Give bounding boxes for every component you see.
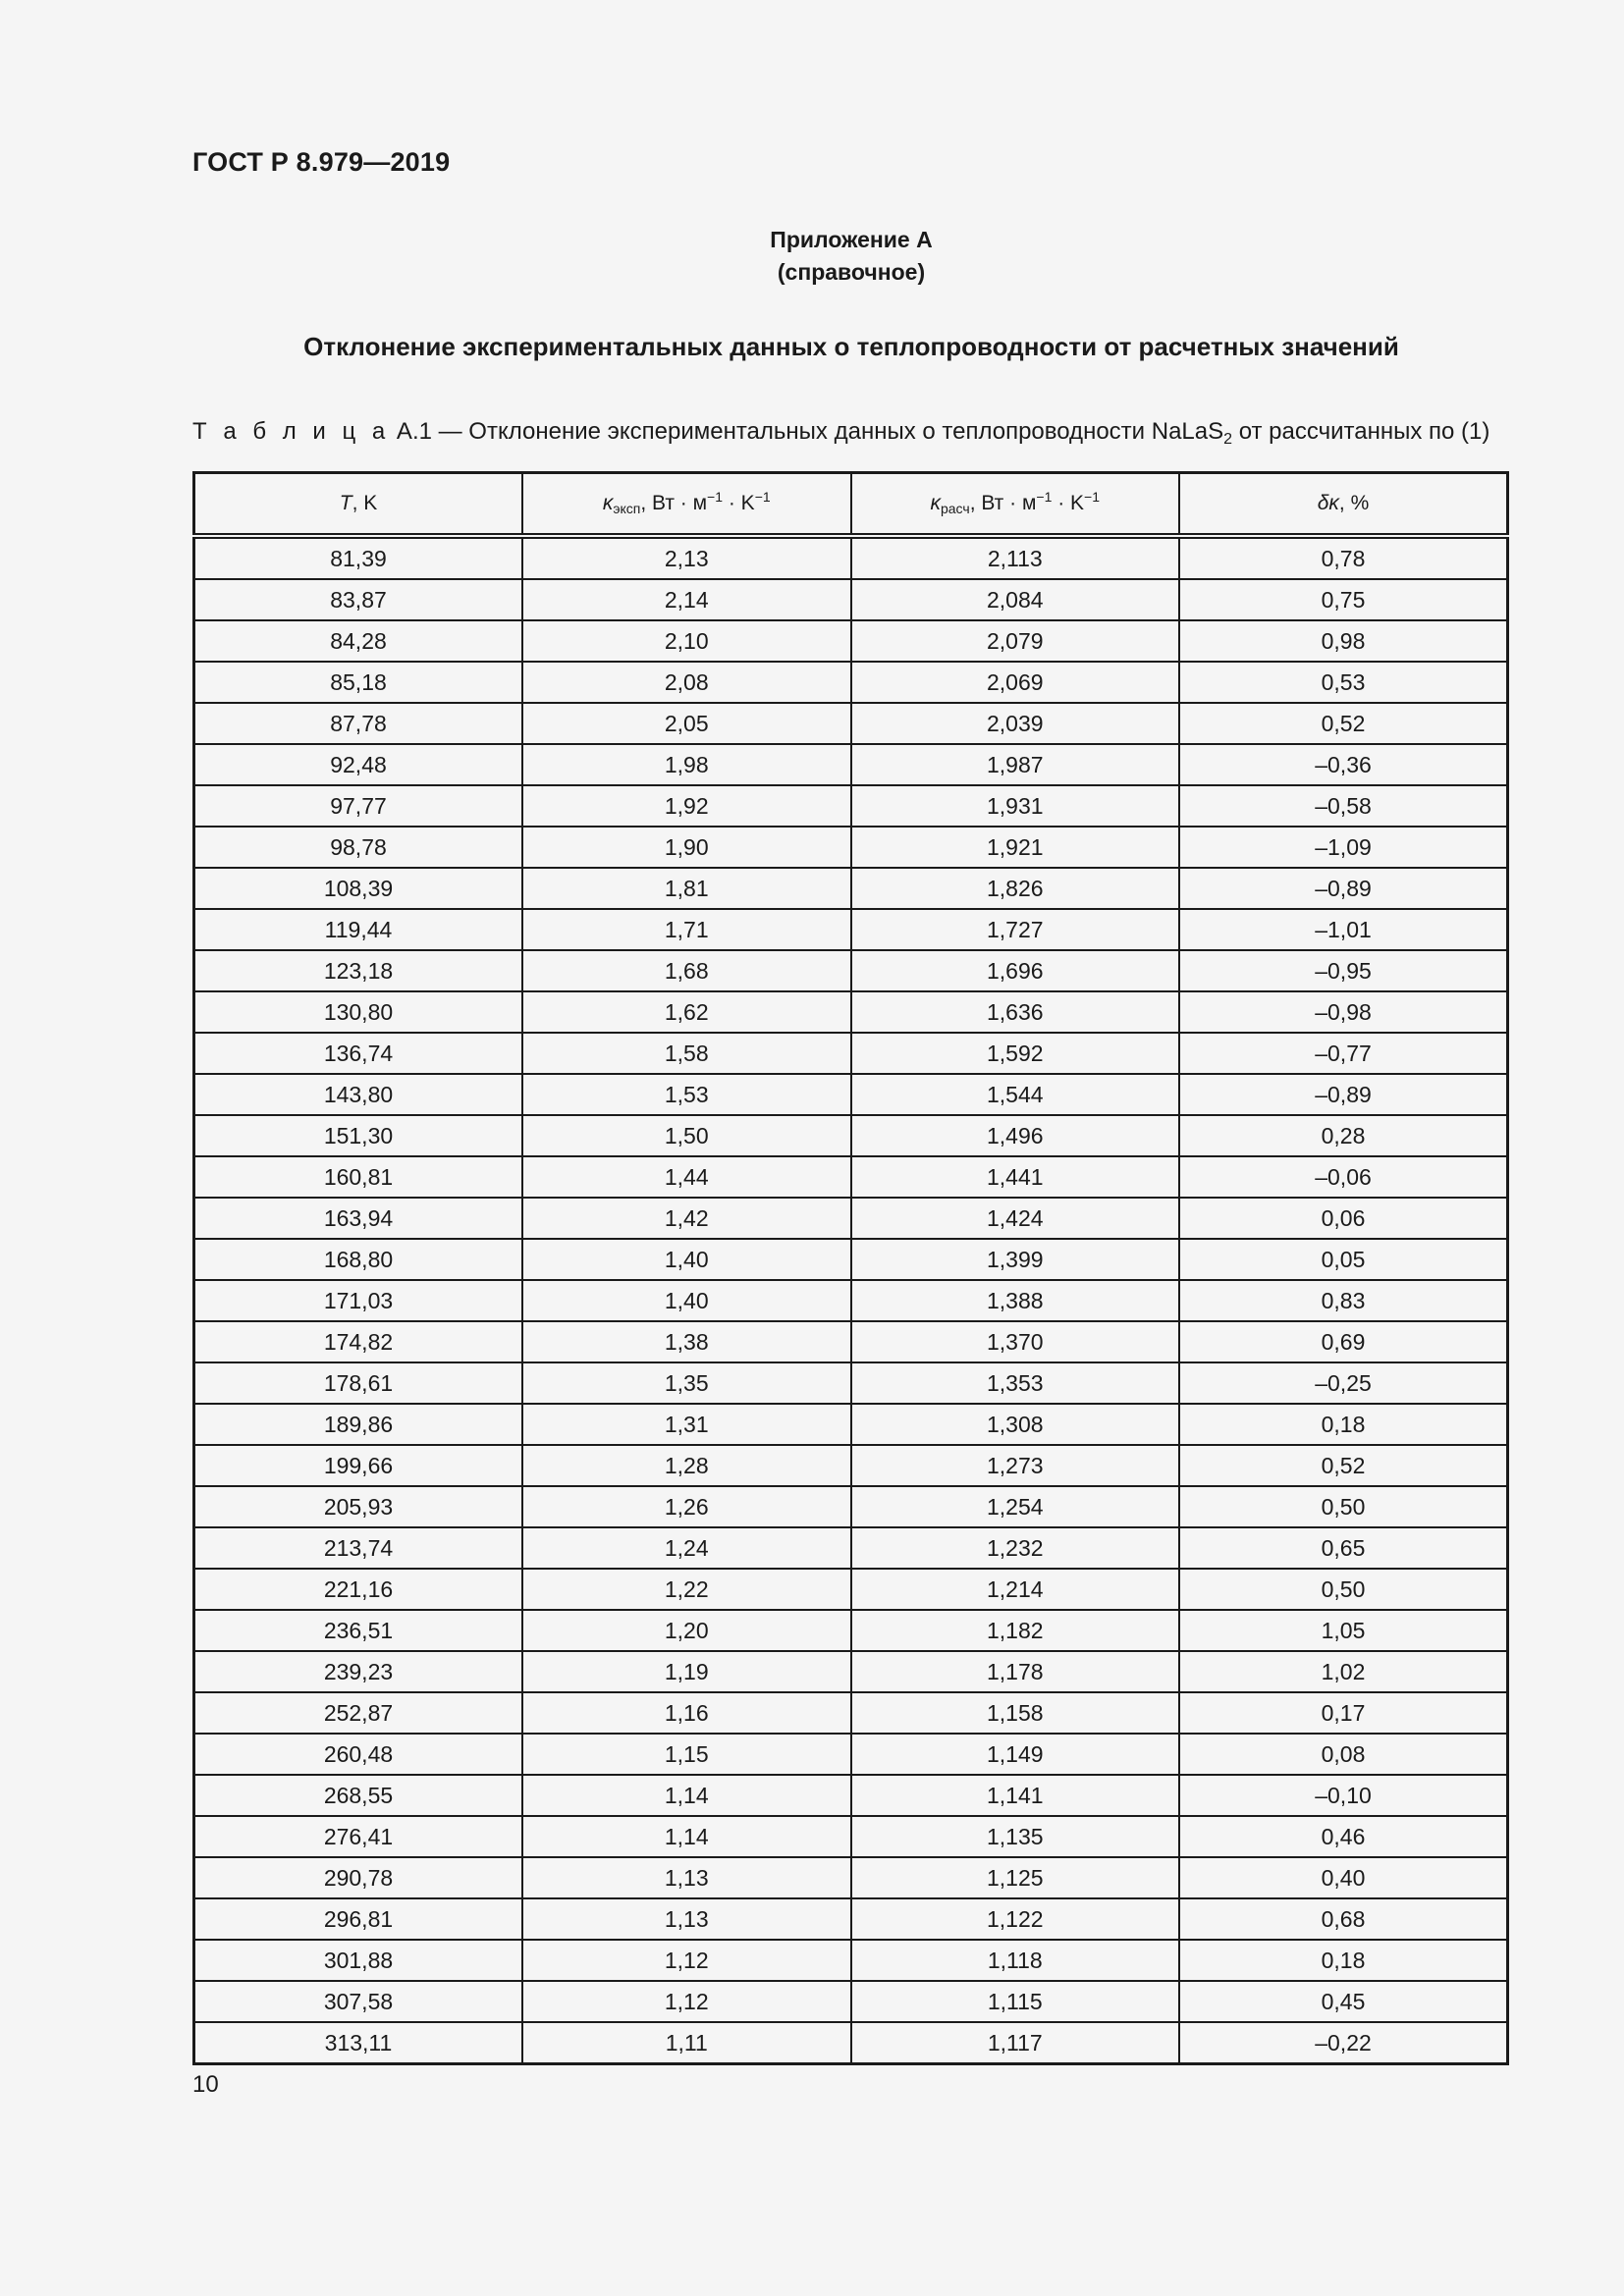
table-cell: 119,44 (194, 909, 523, 950)
column-header-3-mid: · K (1052, 492, 1085, 514)
column-header-3-rest: , Вт · м (969, 492, 1037, 514)
table-body (194, 536, 1508, 2064)
table-cell: 199,66 (194, 1445, 523, 1486)
table-caption-text-end: от рассчитанных по (1) (1232, 418, 1490, 445)
table-cell: 2,084 (851, 579, 1180, 620)
column-header-4-symbol: δκ (1317, 492, 1339, 514)
column-header-2-sup1: −1 (707, 489, 724, 505)
table-row (194, 744, 1508, 785)
table-cell: 2,113 (851, 536, 1180, 579)
table-row (194, 2022, 1508, 2064)
table-row (194, 1610, 1508, 1651)
table-cell: 85,18 (194, 662, 523, 703)
table-cell: 1,441 (851, 1156, 1180, 1198)
table-cell: 1,22 (522, 1569, 851, 1610)
table-cell: 143,80 (194, 1074, 523, 1115)
table-cell: 1,388 (851, 1280, 1180, 1321)
table-cell: 1,141 (851, 1775, 1180, 1816)
table-cell: 1,636 (851, 991, 1180, 1033)
table-cell: 1,02 (1179, 1651, 1508, 1692)
table-cell: 81,39 (194, 536, 523, 579)
table-cell: 0,68 (1179, 1898, 1508, 1940)
table-cell: 0,17 (1179, 1692, 1508, 1734)
table-row (194, 1527, 1508, 1569)
table-row (194, 1569, 1508, 1610)
table-cell: 1,40 (522, 1239, 851, 1280)
page-number: 10 (192, 2071, 219, 2098)
table-row (194, 1734, 1508, 1775)
table-cell: –0,95 (1179, 950, 1508, 991)
table-row (194, 827, 1508, 868)
document-header: ГОСТ Р 8.979—2019 (192, 147, 451, 177)
table-cell: 1,496 (851, 1115, 1180, 1156)
table-cell: 1,12 (522, 1981, 851, 2022)
table-cell: 1,399 (851, 1239, 1180, 1280)
table-cell: 92,48 (194, 744, 523, 785)
table-row (194, 1692, 1508, 1734)
table-cell: 1,353 (851, 1362, 1180, 1404)
table-row (194, 950, 1508, 991)
table-cell: 221,16 (194, 1569, 523, 1610)
table-cell: –0,89 (1179, 1074, 1508, 1115)
table-cell: 87,78 (194, 703, 523, 744)
table-cell: 1,182 (851, 1610, 1180, 1651)
column-header-2-mid: · K (723, 492, 755, 514)
table-cell: 163,94 (194, 1198, 523, 1239)
table-cell: 1,117 (851, 2022, 1180, 2064)
table-cell: 0,06 (1179, 1198, 1508, 1239)
column-header-1-rest: , K (352, 492, 378, 514)
table-cell: 1,58 (522, 1033, 851, 1074)
table-cell: 1,14 (522, 1816, 851, 1857)
table-cell: 1,81 (522, 868, 851, 909)
table-cell: 0,08 (1179, 1734, 1508, 1775)
table-cell: 1,05 (1179, 1610, 1508, 1651)
table-row (194, 1981, 1508, 2022)
table-cell: 1,35 (522, 1362, 851, 1404)
column-header-2-sub: эксп (613, 501, 641, 516)
table-cell: 0,78 (1179, 536, 1508, 579)
table-cell: 136,74 (194, 1033, 523, 1074)
table-row (194, 1198, 1508, 1239)
table-cell: 213,74 (194, 1527, 523, 1569)
column-header-3-symbol: κ (930, 492, 941, 514)
table-cell: 1,592 (851, 1033, 1180, 1074)
table-cell: –0,22 (1179, 2022, 1508, 2064)
table-row (194, 868, 1508, 909)
table-row (194, 1074, 1508, 1115)
table-cell: 1,696 (851, 950, 1180, 991)
table-cell: 1,118 (851, 1940, 1180, 1981)
table-cell: 1,50 (522, 1115, 851, 1156)
table-cell: 1,125 (851, 1857, 1180, 1898)
table-cell: 1,15 (522, 1734, 851, 1775)
table-cell: 236,51 (194, 1610, 523, 1651)
column-header-1 (194, 473, 523, 537)
column-header-2-symbol: κ (602, 492, 614, 514)
table-cell: 160,81 (194, 1156, 523, 1198)
table-row (194, 1445, 1508, 1486)
table-cell: 1,16 (522, 1692, 851, 1734)
table-cell: 1,28 (522, 1445, 851, 1486)
table-cell: 1,12 (522, 1940, 851, 1981)
table-cell: 0,52 (1179, 703, 1508, 744)
table-row (194, 1156, 1508, 1198)
table-row (194, 909, 1508, 950)
table-row (194, 1651, 1508, 1692)
table-cell: 1,90 (522, 827, 851, 868)
column-header-2-rest: , Вт · м (640, 492, 708, 514)
table-row (194, 1321, 1508, 1362)
table-cell: 1,20 (522, 1610, 851, 1651)
table-cell: 83,87 (194, 579, 523, 620)
table-cell: 276,41 (194, 1816, 523, 1857)
table-cell: 2,079 (851, 620, 1180, 662)
table-cell: 1,11 (522, 2022, 851, 2064)
table-cell: 84,28 (194, 620, 523, 662)
table-cell: –0,58 (1179, 785, 1508, 827)
table-cell: –1,01 (1179, 909, 1508, 950)
table-header-row (194, 473, 1508, 537)
table-cell: 168,80 (194, 1239, 523, 1280)
table-cell: 0,50 (1179, 1486, 1508, 1527)
column-header-4 (1179, 473, 1508, 537)
table-caption-subscript: 2 (1223, 431, 1233, 448)
table-cell: 2,10 (522, 620, 851, 662)
table-cell: 108,39 (194, 868, 523, 909)
appendix-title: Приложение А (770, 227, 933, 252)
table-cell: 0,28 (1179, 1115, 1508, 1156)
table-row (194, 1898, 1508, 1940)
table-cell: 1,14 (522, 1775, 851, 1816)
table-cell: 178,61 (194, 1362, 523, 1404)
table-cell: 0,83 (1179, 1280, 1508, 1321)
table-row (194, 1115, 1508, 1156)
table-cell: 98,78 (194, 827, 523, 868)
table-cell: –0,36 (1179, 744, 1508, 785)
appendix-heading (0, 224, 1624, 289)
table-cell: 1,44 (522, 1156, 851, 1198)
column-header-4-rest: , % (1338, 492, 1370, 514)
table-cell: 2,08 (522, 662, 851, 703)
table-caption (192, 418, 1489, 446)
table-row (194, 1362, 1508, 1404)
table-cell: 1,544 (851, 1074, 1180, 1115)
table-cell: 1,158 (851, 1692, 1180, 1734)
table-row (194, 662, 1508, 703)
table-cell: 205,93 (194, 1486, 523, 1527)
table-row (194, 1404, 1508, 1445)
table-row (194, 991, 1508, 1033)
table-cell: 130,80 (194, 991, 523, 1033)
table-cell: 1,40 (522, 1280, 851, 1321)
table-cell: –1,09 (1179, 827, 1508, 868)
table-row (194, 536, 1508, 579)
column-header-3 (851, 473, 1180, 537)
table-cell: 1,424 (851, 1198, 1180, 1239)
table-cell: –0,98 (1179, 991, 1508, 1033)
column-header-3-sub: расч (940, 501, 970, 516)
table-cell: 1,308 (851, 1404, 1180, 1445)
appendix-subtitle: (справочное) (777, 259, 926, 285)
table-cell: 1,921 (851, 827, 1180, 868)
table-cell: 252,87 (194, 1692, 523, 1734)
table-cell: 1,370 (851, 1321, 1180, 1362)
table-row (194, 1775, 1508, 1816)
column-header-1-symbol: T (339, 492, 352, 514)
table-cell: 1,254 (851, 1486, 1180, 1527)
table-cell: 0,65 (1179, 1527, 1508, 1569)
table-cell: 1,149 (851, 1734, 1180, 1775)
table-row (194, 1486, 1508, 1527)
table-cell: 290,78 (194, 1857, 523, 1898)
table-row (194, 620, 1508, 662)
table-cell: 0,98 (1179, 620, 1508, 662)
table-cell: 189,86 (194, 1404, 523, 1445)
table-cell: –0,10 (1179, 1775, 1508, 1816)
table-cell: 301,88 (194, 1940, 523, 1981)
table-cell: 0,75 (1179, 579, 1508, 620)
table-cell: 1,53 (522, 1074, 851, 1115)
table-cell: –0,77 (1179, 1033, 1508, 1074)
table-cell: 1,178 (851, 1651, 1180, 1692)
table-cell: 0,45 (1179, 1981, 1508, 2022)
table-row (194, 1940, 1508, 1981)
table-cell: 268,55 (194, 1775, 523, 1816)
table-cell: 2,14 (522, 579, 851, 620)
table-cell: 1,122 (851, 1898, 1180, 1940)
column-header-2 (522, 473, 851, 537)
table-cell: 1,273 (851, 1445, 1180, 1486)
section-title: Отклонение экспериментальных данных о теплопроводности от расчетных значений (303, 332, 1399, 361)
table-cell: 0,52 (1179, 1445, 1508, 1486)
table-cell: 1,19 (522, 1651, 851, 1692)
table-cell: 296,81 (194, 1898, 523, 1940)
column-header-2-sup2: −1 (754, 489, 771, 505)
table-cell: 1,727 (851, 909, 1180, 950)
table-row (194, 703, 1508, 744)
table-cell: 0,50 (1179, 1569, 1508, 1610)
table-row (194, 1816, 1508, 1857)
table-row (194, 785, 1508, 827)
table-cell: 171,03 (194, 1280, 523, 1321)
table-cell: 1,62 (522, 991, 851, 1033)
table-cell: –0,89 (1179, 868, 1508, 909)
table-cell: 1,68 (522, 950, 851, 991)
table-row (194, 1239, 1508, 1280)
table-cell: 1,931 (851, 785, 1180, 827)
table-row (194, 1857, 1508, 1898)
table-cell: 239,23 (194, 1651, 523, 1692)
table-cell: 1,92 (522, 785, 851, 827)
table-cell: 0,46 (1179, 1816, 1508, 1857)
table-cell: –0,06 (1179, 1156, 1508, 1198)
data-table (192, 471, 1509, 2065)
table-cell: 2,069 (851, 662, 1180, 703)
table-cell: 97,77 (194, 785, 523, 827)
table-cell: 1,38 (522, 1321, 851, 1362)
table-cell: 1,13 (522, 1898, 851, 1940)
table-cell: 1,71 (522, 909, 851, 950)
table-cell: 2,13 (522, 536, 851, 579)
table-row (194, 579, 1508, 620)
table-cell: 1,135 (851, 1816, 1180, 1857)
table-cell: 260,48 (194, 1734, 523, 1775)
table-cell: 1,26 (522, 1486, 851, 1527)
table-cell: 1,98 (522, 744, 851, 785)
table-cell: 307,58 (194, 1981, 523, 2022)
column-header-3-sup2: −1 (1084, 489, 1101, 505)
table-cell: 1,115 (851, 1981, 1180, 2022)
table-caption-text: А.1 — Отклонение экспериментальных данных о теплопроводности NaLaS (390, 418, 1224, 445)
table-cell: 123,18 (194, 950, 523, 991)
table-cell: 0,69 (1179, 1321, 1508, 1362)
table-cell: 2,039 (851, 703, 1180, 744)
table-cell: –0,25 (1179, 1362, 1508, 1404)
table-cell: 1,232 (851, 1527, 1180, 1569)
table-cell: 1,987 (851, 744, 1180, 785)
table-cell: 1,826 (851, 868, 1180, 909)
table-cell: 2,05 (522, 703, 851, 744)
table-cell: 1,214 (851, 1569, 1180, 1610)
table-cell: 174,82 (194, 1321, 523, 1362)
table-cell: 0,18 (1179, 1404, 1508, 1445)
table-cell: 0,40 (1179, 1857, 1508, 1898)
column-header-3-sup1: −1 (1036, 489, 1053, 505)
table-caption-label: Т а б л и ц а (192, 418, 391, 445)
table-cell: 151,30 (194, 1115, 523, 1156)
table-cell: 0,18 (1179, 1940, 1508, 1981)
table-cell: 1,31 (522, 1404, 851, 1445)
table-cell: 0,05 (1179, 1239, 1508, 1280)
table-cell: 0,53 (1179, 662, 1508, 703)
table-row (194, 1033, 1508, 1074)
table-cell: 1,13 (522, 1857, 851, 1898)
table-cell: 313,11 (194, 2022, 523, 2064)
table-row (194, 1280, 1508, 1321)
table-cell: 1,42 (522, 1198, 851, 1239)
table-cell: 1,24 (522, 1527, 851, 1569)
